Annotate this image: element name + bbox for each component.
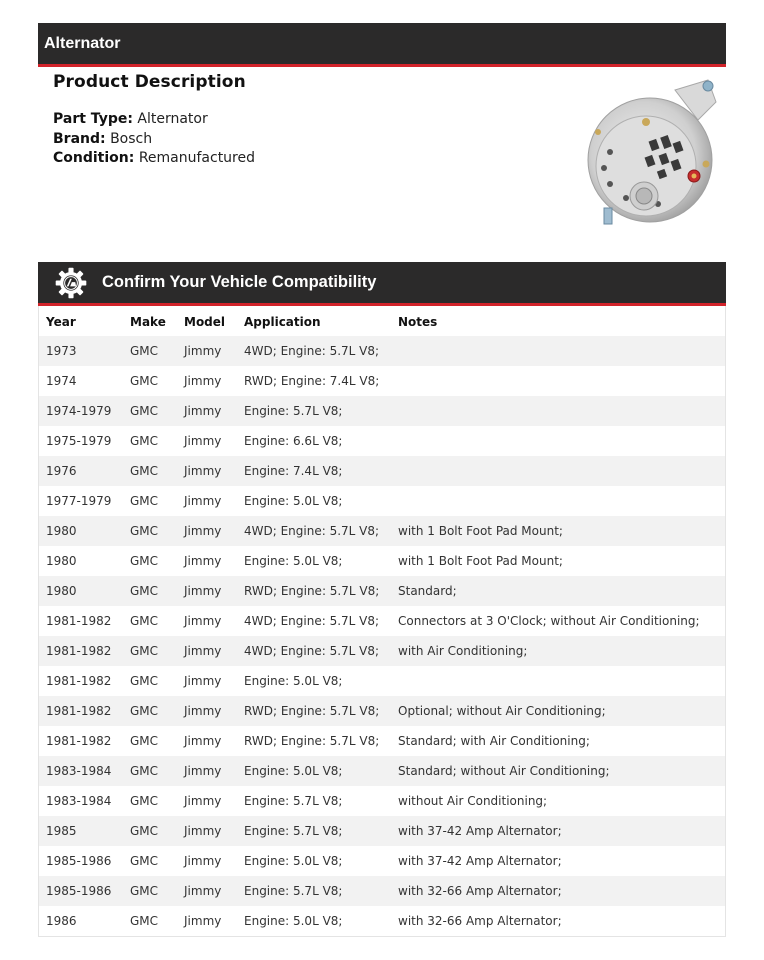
- table-row: [39, 786, 725, 816]
- compatibility-title: Confirm Your Vehicle Compatibility: [102, 273, 377, 291]
- cell-make: GMC: [130, 824, 159, 838]
- cell-model: Jimmy: [184, 494, 222, 508]
- cell-model: Jimmy: [184, 464, 222, 478]
- cell-model: Jimmy: [184, 644, 222, 658]
- part-type-label: Part Type:: [53, 111, 133, 127]
- cell-make: GMC: [130, 734, 159, 748]
- cell-make: GMC: [130, 914, 159, 928]
- cell-notes: [398, 456, 725, 486]
- cell-notes: [398, 336, 725, 366]
- cell-model: Jimmy: [184, 584, 222, 598]
- brand-value: Bosch: [110, 130, 153, 147]
- cell-notes: [398, 366, 725, 396]
- cell-make: GMC: [130, 614, 159, 628]
- table-row: [39, 906, 725, 936]
- cell-year: 1976: [46, 464, 77, 478]
- cell-notes: Standard; without Air Conditioning;: [398, 764, 610, 778]
- cell-application: 4WD; Engine: 5.7L V8;: [244, 614, 380, 628]
- table-row: [39, 606, 725, 636]
- cell-year: 1977-1979: [46, 494, 112, 508]
- cell-application: Engine: 7.4L V8;: [244, 464, 343, 478]
- cell-model: Jimmy: [184, 794, 222, 808]
- cell-notes: [398, 666, 725, 696]
- cell-notes: without Air Conditioning;: [398, 794, 548, 808]
- brand-label: Brand:: [53, 130, 106, 147]
- cell-make: GMC: [130, 524, 159, 538]
- cell-year: 1981-1982: [46, 614, 112, 628]
- column-header-notes: Notes: [398, 315, 438, 329]
- cell-model: Jimmy: [184, 734, 222, 748]
- condition-value: Remanufactured: [138, 150, 256, 166]
- cell-make: GMC: [130, 674, 159, 688]
- cell-application: Engine: 5.0L V8;: [244, 764, 343, 778]
- cell-notes: with 37-42 Amp Alternator;: [398, 824, 562, 838]
- cell-year: 1983-1984: [46, 794, 112, 808]
- cell-year: 1980: [46, 524, 77, 538]
- table-row: [39, 636, 725, 666]
- cell-make: GMC: [130, 404, 159, 418]
- cell-application: Engine: 5.0L V8;: [244, 554, 343, 568]
- cell-model: Jimmy: [184, 854, 222, 868]
- cell-notes: [398, 486, 725, 516]
- table-row: [39, 876, 725, 906]
- cell-application: RWD; Engine: 5.7L V8;: [244, 704, 380, 718]
- cell-year: 1973: [46, 344, 77, 358]
- cell-make: GMC: [130, 344, 159, 358]
- compatibility-header-bar: [38, 262, 726, 306]
- column-header-year: Year: [46, 315, 76, 329]
- cell-notes: with 37-42 Amp Alternator;: [398, 854, 562, 868]
- cell-year: 1981-1982: [46, 704, 112, 718]
- cell-year: 1985-1986: [46, 884, 112, 898]
- cell-notes: with 32-66 Amp Alternator;: [398, 884, 562, 898]
- part-type-row: [53, 110, 255, 130]
- cell-notes: Connectors at 3 O'Clock; without Air Conditioning;: [398, 614, 700, 628]
- cell-year: 1980: [46, 584, 77, 598]
- gear-car-icon: [54, 266, 88, 300]
- table-row: [39, 336, 725, 366]
- product-description: [53, 70, 255, 169]
- cell-make: GMC: [130, 644, 159, 658]
- cell-application: 4WD; Engine: 5.7L V8;: [244, 524, 380, 538]
- description-heading: Product Description: [53, 72, 246, 92]
- cell-model: Jimmy: [184, 614, 222, 628]
- table-row: [39, 756, 725, 786]
- cell-application: Engine: 5.7L V8;: [244, 884, 343, 898]
- cell-model: Jimmy: [184, 434, 222, 448]
- cell-model: Jimmy: [184, 524, 222, 538]
- table-row: [39, 816, 725, 846]
- cell-application: Engine: 5.0L V8;: [244, 914, 343, 928]
- cell-model: Jimmy: [184, 374, 222, 388]
- cell-make: GMC: [130, 584, 159, 598]
- cell-application: RWD; Engine: 5.7L V8;: [244, 584, 380, 598]
- cell-make: GMC: [130, 854, 159, 868]
- cell-year: 1986: [46, 914, 77, 928]
- column-header-model: Model: [184, 315, 226, 329]
- table-row: [39, 666, 725, 696]
- cell-notes: with 1 Bolt Foot Pad Mount;: [398, 524, 563, 538]
- cell-make: GMC: [130, 884, 159, 898]
- table-header-row: [39, 306, 725, 336]
- condition-row: [53, 149, 255, 169]
- cell-application: 4WD; Engine: 5.7L V8;: [244, 644, 380, 658]
- cell-model: Jimmy: [184, 404, 222, 418]
- cell-model: Jimmy: [184, 344, 222, 358]
- cell-make: GMC: [130, 374, 159, 388]
- column-header-make: Make: [130, 315, 166, 329]
- cell-model: Jimmy: [184, 554, 222, 568]
- table-row: [39, 696, 725, 726]
- cell-make: GMC: [130, 554, 159, 568]
- cell-notes: [398, 396, 725, 426]
- cell-application: Engine: 5.0L V8;: [244, 854, 343, 868]
- cell-make: GMC: [130, 794, 159, 808]
- cell-model: Jimmy: [184, 824, 222, 838]
- cell-year: 1985: [46, 824, 77, 838]
- brand-row: [53, 130, 255, 150]
- cell-application: Engine: 5.7L V8;: [244, 794, 343, 808]
- cell-year: 1974-1979: [46, 404, 112, 418]
- cell-year: 1974: [46, 374, 77, 388]
- product-title: Alternator: [44, 34, 121, 52]
- part-type-value: Alternator: [137, 111, 208, 127]
- cell-notes: with Air Conditioning;: [398, 644, 528, 658]
- column-header-application: Application: [244, 315, 321, 329]
- cell-make: GMC: [130, 494, 159, 508]
- table-row: [39, 486, 725, 516]
- product-title-bar: [38, 23, 726, 67]
- table-row: [39, 846, 725, 876]
- cell-year: 1981-1982: [46, 674, 112, 688]
- table-row: [39, 576, 725, 606]
- cell-model: Jimmy: [184, 704, 222, 718]
- compatibility-table: [38, 306, 726, 937]
- cell-year: 1983-1984: [46, 764, 112, 778]
- cell-year: 1980: [46, 554, 77, 568]
- table-row: [39, 366, 725, 396]
- cell-application: Engine: 5.0L V8;: [244, 674, 343, 688]
- cell-notes: [398, 426, 725, 456]
- cell-application: RWD; Engine: 5.7L V8;: [244, 734, 380, 748]
- cell-make: GMC: [130, 434, 159, 448]
- table-row: [39, 456, 725, 486]
- cell-application: Engine: 5.0L V8;: [244, 494, 343, 508]
- cell-make: GMC: [130, 464, 159, 478]
- cell-make: GMC: [130, 764, 159, 778]
- cell-application: Engine: 5.7L V8;: [244, 824, 343, 838]
- table-row: [39, 546, 725, 576]
- condition-label: Condition:: [53, 150, 135, 166]
- cell-application: 4WD; Engine: 5.7L V8;: [244, 344, 380, 358]
- cell-model: Jimmy: [184, 884, 222, 898]
- cell-year: 1975-1979: [46, 434, 112, 448]
- cell-application: Engine: 6.6L V8;: [244, 434, 343, 448]
- cell-model: Jimmy: [184, 674, 222, 688]
- cell-notes: with 1 Bolt Foot Pad Mount;: [398, 554, 563, 568]
- cell-make: GMC: [130, 704, 159, 718]
- cell-notes: Standard;: [398, 584, 457, 598]
- cell-notes: Standard; with Air Conditioning;: [398, 734, 590, 748]
- cell-year: 1981-1982: [46, 644, 112, 658]
- table-row: [39, 396, 725, 426]
- cell-application: RWD; Engine: 7.4L V8;: [244, 374, 380, 388]
- table-row: [39, 516, 725, 546]
- alternator-image: [580, 72, 730, 232]
- table-row: [39, 426, 725, 456]
- cell-year: 1985-1986: [46, 854, 112, 868]
- cell-year: 1981-1982: [46, 734, 112, 748]
- cell-notes: with 32-66 Amp Alternator;: [398, 914, 562, 928]
- cell-model: Jimmy: [184, 914, 222, 928]
- cell-notes: Optional; without Air Conditioning;: [398, 704, 606, 718]
- table-row: [39, 726, 725, 756]
- cell-application: Engine: 5.7L V8;: [244, 404, 343, 418]
- cell-model: Jimmy: [184, 764, 222, 778]
